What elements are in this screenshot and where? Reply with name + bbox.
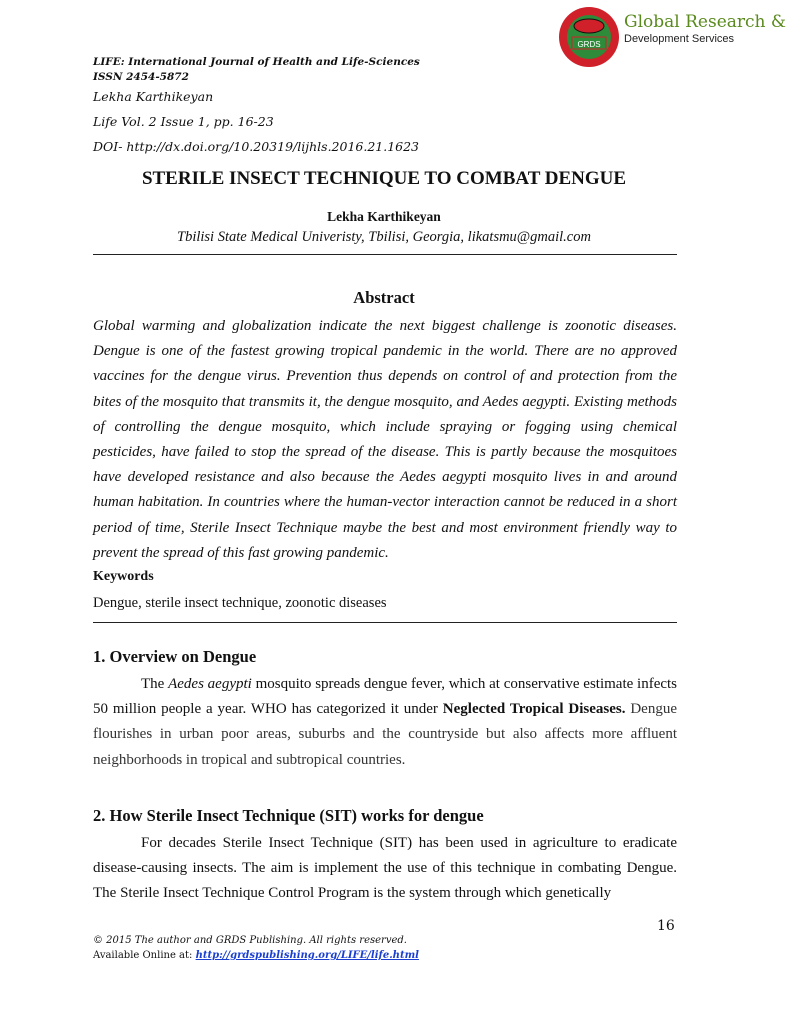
page-number: 16 xyxy=(657,918,675,934)
abstract-heading: Abstract xyxy=(353,288,415,307)
svg-text:GRDS: GRDS xyxy=(577,40,601,49)
keywords: Dengue, sterile insect technique, zoonotic diseases xyxy=(93,595,387,611)
section-1-heading: 1. Overview on Dengue xyxy=(93,647,257,666)
logo-name-line1: Global Research & xyxy=(624,12,786,32)
section-2-heading: 2. How Sterile Insect Technique (SIT) works for dengue xyxy=(93,806,484,825)
text: The xyxy=(141,676,169,692)
keywords-label: Keywords xyxy=(93,569,154,584)
text: mosquito spreads dengue fever, which at conservative estimate infects 50 million people a year. WHO has categorized it under xyxy=(93,676,678,718)
author-name: Lekha Karthikeyan xyxy=(327,209,441,224)
emphasis: Neglected Tropical Diseases. xyxy=(442,701,626,718)
section-1-paragraph xyxy=(93,672,677,773)
volume-info: Life Vol. 2 Issue 1, pp. 16-23 xyxy=(93,114,274,129)
grds-seal-icon xyxy=(558,6,620,68)
logo-name-line2: Development Services xyxy=(624,33,735,45)
available-label: Available Online at: xyxy=(93,950,196,961)
availability xyxy=(93,950,419,961)
author-affiliation: Tbilisi State Medical Univeristy, Tbilisi, Georgia, likatsmu@gmail.com xyxy=(177,229,591,245)
doi: DOI- http://dx.doi.org/10.20319/lijhls.2016.21.1623 xyxy=(93,139,420,154)
paper-title: STERILE INSECT TECHNIQUE TO COMBAT DENGUE xyxy=(141,168,627,189)
journal-name: LIFE: International Journal of Health and Life-Sciences xyxy=(93,56,420,68)
journal-link[interactable]: http://grdspublishing.org/LIFE/life.html xyxy=(195,950,419,961)
section-2-paragraph: For decades Sterile Insect Technique (SIT) has been used in agriculture to eradicate disease-causing insects. The aim is implement the use of this technique in combating Dengue. The Sterile Insect Technique Control Program is the system through which genetically xyxy=(93,835,677,902)
issn: ISSN 2454-5872 xyxy=(93,71,189,83)
species-name: Aedes aegypti xyxy=(168,676,252,692)
grds-logo xyxy=(558,6,786,68)
text: Dengue flourishes in urban poor areas, suburbs and the countryside but also affects more affluent neighborhoods in tropical and subtropical countries. xyxy=(93,701,677,768)
divider xyxy=(93,254,677,255)
divider xyxy=(93,622,677,623)
running-author: Lekha Karthikeyan xyxy=(93,89,214,104)
abstract-text: Global warming and globalization indicate the next biggest challenge is zoonotic diseases. Dengue is one of the fastest growing tropical pandemic in the world. There are no approved vaccines for the dengue virus. Prevention thus depends on control of and protection from the bites of the mosquito that transmits it, the dengue mosquito, and Aedes aegypti. Existing methods of controlling the dengue mosquito, which include spraying or fogging using chemical pesticides, have failed to stop the spread of the disease. This is partly because the mosquitoes have developed resistance and also because the Aedes aegypti mosquito lives in and around human habitation. In countries where the human-vector interaction cannot be reduced in a short period of time, Sterile Insect Technique maybe the best and most environment friendly way to prevent the spread of this fast growing pandemic. xyxy=(93,318,677,561)
copyright: © 2015 The author and GRDS Publishing. All rights reserved. xyxy=(93,935,407,946)
